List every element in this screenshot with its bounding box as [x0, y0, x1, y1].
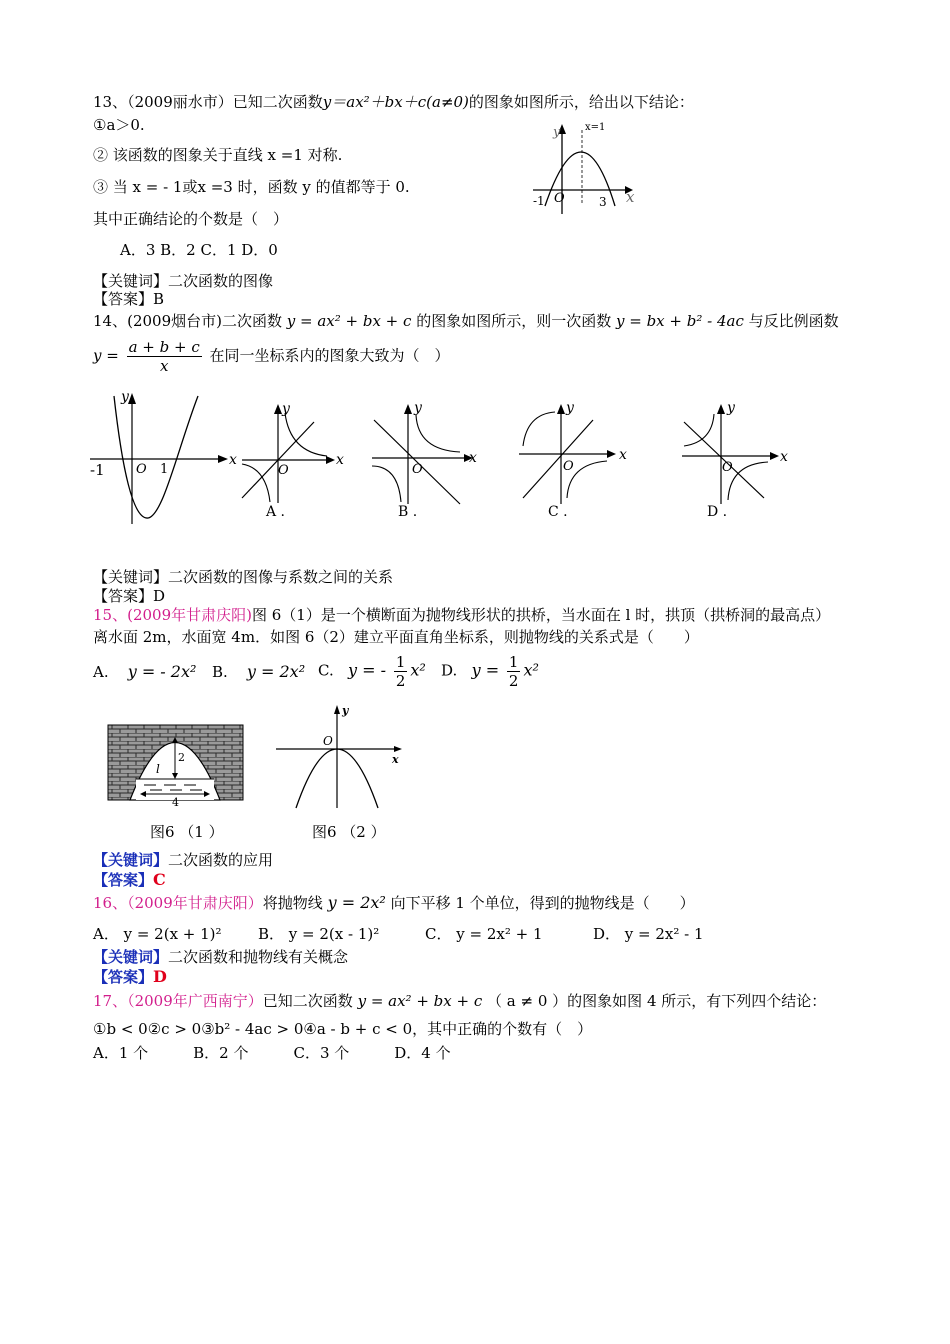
q13-conclusion-2: ② 该函数的图象关于直线 x =1 对称.: [93, 146, 343, 164]
q14-c-y: y: [566, 400, 574, 416]
q15-bridge-figure: [108, 725, 243, 809]
q15-stem-line1: 15、(2009年甘肃庆阳)图 6（1）是一个横断面为抛物线形状的拱桥，当水面在 l 时，拱顶（拱桥洞的最高点）: [93, 606, 831, 624]
q14-d-origin: O: [722, 460, 733, 475]
q14-stem-line2: y = $\frac{a + b + c}{x}$ 在同一坐标系内的图象大致为（ ）: [93, 338, 450, 375]
q14-stem: 14、(2009烟台市)二次函数 y = ax² + bx + c 的图象如图所示，则一次函数 y = bx + b² - 4ac 与反比例函数: [93, 312, 839, 330]
q14-main-graph: [88, 388, 238, 528]
q14-a-y: y: [282, 401, 290, 417]
q13-options: A．3 B．2 C．1 D．0: [120, 241, 278, 259]
q15-fig1-water: l: [156, 762, 160, 776]
q16-keyword: 【关键词】二次函数和抛物线有关概念: [93, 948, 349, 966]
q13-graph-y-label: y: [553, 125, 561, 140]
q14-main-one: 1: [160, 462, 169, 477]
q15-fig2-x: x: [392, 753, 399, 766]
q14-a-origin: O: [278, 463, 289, 478]
q15-option-d-fraction: $\frac{1}{2}$: [508, 653, 519, 690]
q15-fig2-y: y: [342, 704, 349, 717]
q14-main-x: x: [229, 452, 237, 468]
q13-graph-axis-label: x=1: [585, 122, 606, 133]
q14-b-origin: O: [412, 462, 423, 477]
q13-keyword: 【关键词】二次函数的图像: [93, 272, 274, 290]
q14-a-x: x: [336, 452, 344, 468]
q14-d-x: x: [780, 449, 788, 465]
q13-graph-origin: O: [554, 191, 565, 206]
q14-option-b-graph: [368, 398, 488, 528]
q13-graph-pos-label: 3: [599, 195, 607, 209]
q14-option-a-graph: [232, 398, 352, 528]
q14-c-origin: O: [563, 459, 574, 474]
q15-option-c-fraction: $\frac{1}{2}$: [395, 653, 406, 690]
q13-graph-neg-label: -1: [533, 194, 545, 208]
q17-stem: 17、（2009年广西南宁）已知二次函数 y = ax² + bx + c （ a ≠ 0 ）的图象如图 4 所示，有下列四个结论：: [93, 992, 827, 1010]
q13-graph-x-label: x: [626, 188, 635, 206]
q14-b-y: y: [414, 400, 422, 416]
q15-fig1-height: 2: [178, 751, 185, 764]
q14-b-x: x: [469, 450, 477, 466]
q15-option-c: C. y = - $\frac{1}{2}$ x²: [318, 653, 426, 690]
q14-main-origin: O: [136, 462, 147, 477]
q15-option-a: A. y = - 2x²: [93, 662, 197, 681]
q15-fig2-caption: 图6 （2 ）: [312, 823, 386, 841]
q13-conclusion-1: ①a＞0.: [93, 116, 145, 134]
q15-option-d: D. y = $\frac{1}{2}$ x²: [441, 653, 539, 690]
q14-c-label: C .: [548, 504, 568, 520]
q14-answer: 【答案】D: [93, 587, 166, 605]
q15-stem-line2: 离水面 2m，水面宽 4m．如图 6（2）建立平面直角坐标系，则抛物线的关系式是（ ）: [93, 628, 699, 646]
q13-graph: [525, 118, 640, 218]
q13-stem: 13、（2009丽水市）已知二次函数y＝ax²＋bx＋c(a≠0)的图象如图所示，给出以下结论：: [93, 93, 694, 111]
q14-fraction: $\frac{a + b + c}{x}$: [128, 338, 200, 375]
q17-conclusions: ①b < 0②c > 0③b² - 4ac > 0④a - b + c < 0，其中正确的个数有（ ）: [93, 1020, 593, 1038]
q14-d-y: y: [727, 400, 735, 416]
q17-options: A．1 个 B．2 个 C．3 个 D．4 个: [93, 1044, 451, 1062]
q13-answer: 【答案】B: [93, 290, 165, 308]
q14-a-label: A .: [266, 504, 286, 520]
q15-fig1-caption: 图6 （1 ）: [150, 823, 224, 841]
q15-parabola-figure: [272, 700, 407, 812]
q15-option-b: B. y = 2x²: [212, 662, 306, 681]
q14-keyword: 【关键词】二次函数的图像与系数之间的关系: [93, 568, 394, 586]
q16-option-a: A． y = 2(x + 1)²: [93, 925, 222, 943]
q14-option-c-graph: [515, 398, 635, 528]
q14-b-label: B .: [398, 504, 418, 520]
q15-fig1-width: 4: [172, 796, 179, 809]
q14-option-d-graph: [676, 398, 796, 528]
q15-answer: 【答案】C: [93, 870, 166, 889]
q16-option-b: B． y = 2(x - 1)²: [258, 925, 380, 943]
q14-main-neg: -1: [90, 461, 105, 479]
q16-option-d: D． y = 2x² - 1: [593, 925, 704, 943]
q16-option-c: C． y = 2x² + 1: [425, 925, 543, 943]
q16-answer: 【答案】D: [93, 967, 167, 986]
q14-c-x: x: [619, 447, 627, 463]
q16-stem: 16、（2009年甘肃庆阳）将抛物线 y = 2x² 向下平移 1 个单位，得到的抛物线是（ ）: [93, 893, 695, 912]
q15-fig2-origin: O: [323, 734, 333, 748]
q15-keyword: 【关键词】二次函数的应用: [93, 851, 274, 869]
q14-d-label: D .: [707, 504, 728, 520]
q14-main-y: y: [121, 389, 129, 405]
q13-question: 其中正确结论的个数是（ ）: [93, 210, 289, 228]
q13-conclusion-3: ③ 当 x = - 1或x =3 时，函数 y 的值都等于 0.: [93, 178, 410, 196]
